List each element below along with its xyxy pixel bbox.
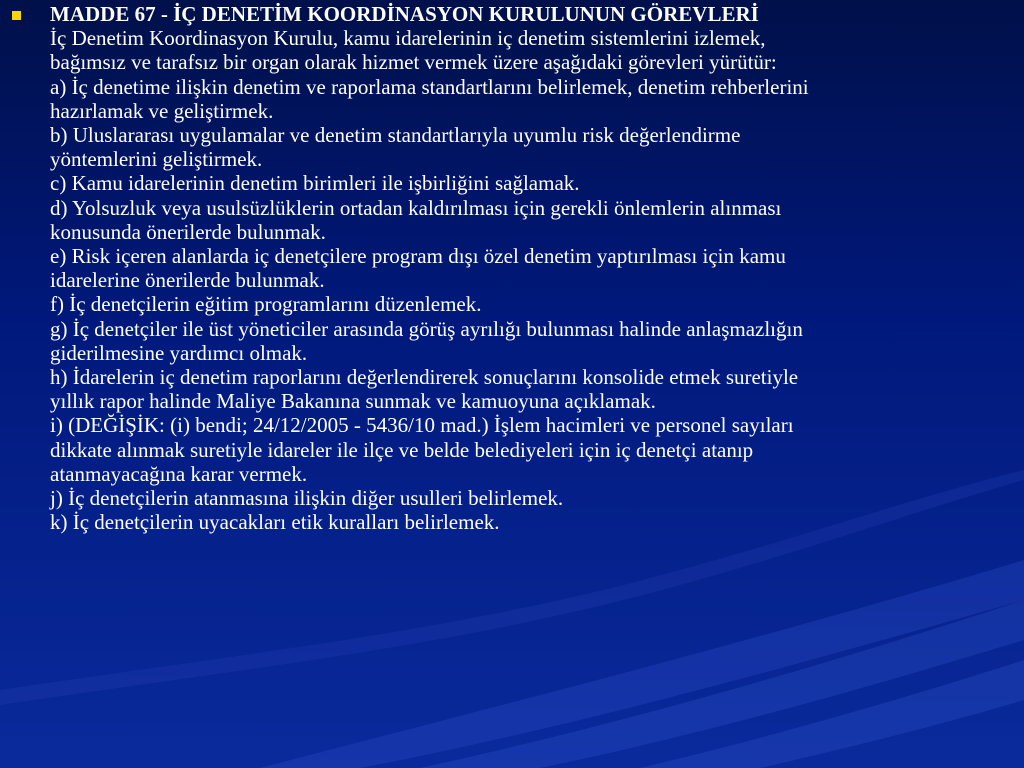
text-line: yıllık rapor halinde Maliye Bakanına sunmak ve kamuoyuna açıklamak. (50, 389, 656, 414)
text-line: bağımsız ve tarafsız bir organ olarak hizmet vermek üzere aşağıdaki görevleri yürütür: (50, 50, 777, 75)
text-line: d) Yolsuzluk veya usulsüzlüklerin ortadan kaldırılması için gerekli önlemlerin alınması (50, 195, 782, 220)
text-line: c) Kamu idarelerinin denetim birimleri ile işbirliğini sağlamak. (50, 171, 580, 196)
text-line: b) Uluslararası uygulamalar ve denetim standartlarıyla uyumlu risk değerlendirme (50, 123, 741, 148)
bullet-square-icon (12, 11, 21, 20)
text-line: j) İç denetçilerin atanmasına ilişkin diğer usulleri belirlemek. (50, 486, 564, 511)
text-line: giderilmesine yardımcı olmak. (50, 340, 308, 365)
text-line: h) İdarelerin iç denetim raporlarını değerlendirerek sonuçlarını konsolide etmek suretiyle (50, 365, 799, 390)
text-line: idarelerine önerilerde bulunmak. (50, 268, 325, 293)
text-line: dikkate alınmak suretiyle idareler ile ilçe ve belde belediyeleri için iç denetçi atanıp (50, 437, 754, 462)
text-line: yöntemlerini geliştirmek. (50, 147, 263, 172)
slide-content (50, 2, 1010, 534)
text-line: f) İç denetçilerin eğitim programlarını düzenlemek. (50, 292, 482, 317)
text-line: hazırlamak ve geliştirmek. (50, 98, 274, 123)
text-line: e) Risk içeren alanlarda iç denetçilere program dışı özel denetim yaptırılması için kamu (50, 244, 786, 269)
text-line: g) İç denetçiler ile üst yöneticiler arasında görüş ayrılığı bulunması halinde anlaşmazlığın (50, 316, 803, 341)
slide-title: MADDE 67 - İÇ DENETİM KOORDİNASYON KURULUNUN GÖREVLERİ (50, 2, 759, 26)
text-line: atanmayacağına karar vermek. (50, 461, 308, 486)
text-line: konusunda önerilerde bulunmak. (50, 219, 326, 244)
text-line: k) İç denetçilerin uyacakları etik kuralları belirlemek. (50, 510, 500, 535)
text-line: i) (DEĞİŞİK: (i) bendi; 24/12/2005 - 5436/10 mad.) İşlem hacimleri ve personel sayıları (50, 413, 794, 438)
text-line: a) İç denetime ilişkin denetim ve raporlama standartlarını belirlemek, denetim rehberlerini (50, 74, 809, 99)
text-line: İç Denetim Koordinasyon Kurulu, kamu idarelerinin iç denetim sistemlerini izlemek, (50, 26, 766, 51)
